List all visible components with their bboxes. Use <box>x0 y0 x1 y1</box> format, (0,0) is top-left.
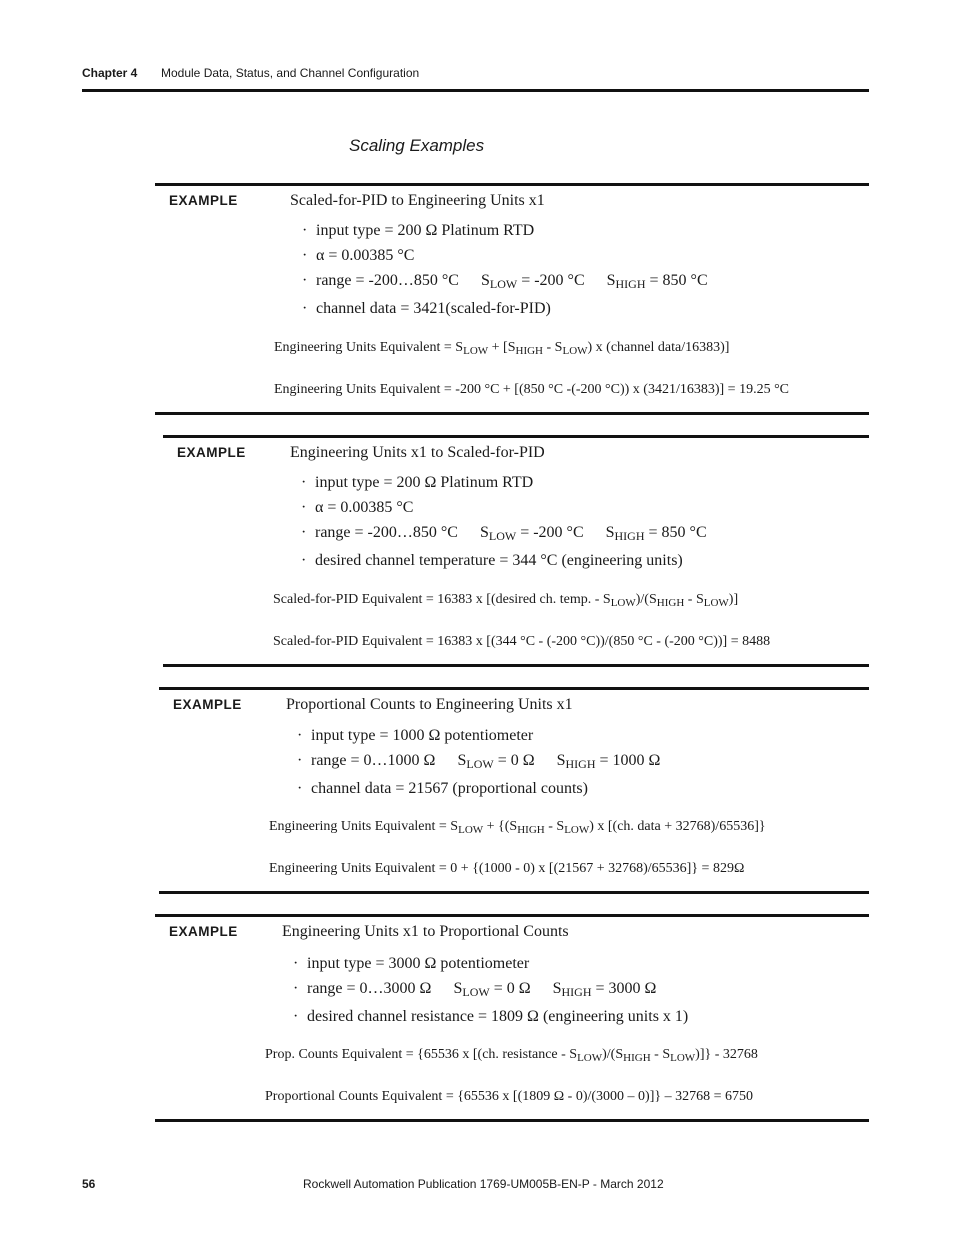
bullet-channel-data: · channel data = 21567 (proportional counts) <box>297 780 588 797</box>
example-top-rule <box>155 914 869 917</box>
formula-equation: Scaled-for-PID Equivalent = 16383 x [(desired ch. temp. - $S_{LOW})/(S_{HIGH} - S_{LOW})$] <box>273 592 739 609</box>
example-label: EXAMPLE <box>173 697 242 712</box>
bullet-channel-data: · channel data = 3421(scaled-for-PID) <box>302 300 551 317</box>
example-bottom-rule <box>155 1119 869 1122</box>
example-heading: Engineering Units x1 to Proportional Counts <box>282 923 569 940</box>
worked-equation: Engineering Units Equivalent = -200 °C + [(850 °C -(-200 °C)) x (3421/16383)] = 19.25 °C <box>274 382 790 397</box>
bullet-input-type: · input type = 200 Ω Platinum RTD <box>301 474 534 491</box>
example-top-rule <box>155 183 869 186</box>
example-top-rule <box>159 687 869 690</box>
example-top-rule <box>163 435 869 438</box>
formula-equation: Engineering Units Equivalent = $S_{LOW} + [S_{HIGH} - S_{LOW})$ x (channel data/16383)] <box>274 340 730 357</box>
header-rule <box>82 89 869 92</box>
worked-equation: Scaled-for-PID Equivalent = 16383 x [(344 °C - (-200 °C))/(850 °C - (-200 °C))] = 8488 <box>273 634 771 649</box>
example-label: EXAMPLE <box>177 445 246 460</box>
page-header <box>82 66 420 80</box>
bullet-alpha: · α = 0.00385 °C <box>302 247 415 264</box>
bullet-input-type: · input type = 1000 Ω potentiometer <box>297 727 534 744</box>
example-heading: Engineering Units x1 to Scaled-for-PID <box>290 444 545 461</box>
formula-equation: Engineering Units Equivalent = $S_{LOW} + \{(S_{HIGH} - S_{LOW})$ x [(ch. data + 32768)/65536]} <box>269 819 766 836</box>
bullet-desired-temperature: · desired channel temperature = 344 °C (engineering units) <box>301 552 683 569</box>
example-bottom-rule <box>159 891 869 894</box>
example-bottom-rule <box>155 412 869 415</box>
example-bottom-rule <box>163 664 869 667</box>
chapter-label: Chapter 4 <box>82 66 138 80</box>
example-box-2 <box>163 435 869 667</box>
example-heading: Scaled-for-PID to Engineering Units x1 <box>290 192 545 209</box>
example-heading: Proportional Counts to Engineering Units x1 <box>286 696 573 713</box>
example-label: EXAMPLE <box>169 924 238 939</box>
bullet-range: · range = -200…850 °C $S_{LOW} = -200$ °C $S_{HIGH} = 850$ °C <box>301 524 707 543</box>
section-title: Scaling Examples <box>349 136 485 155</box>
worked-equation: Engineering Units Equivalent = 0 + {(1000 - 0) x [(21567 + 32768)/65536]} = 829Ω <box>269 861 745 876</box>
bullet-desired-resistance: · desired channel resistance = 1809 Ω (engineering units x 1) <box>293 1008 689 1025</box>
worked-equation: Proportional Counts Equivalent = {65536 x [(1809 Ω - 0)/(3000 – 0)]} – 32768 = 6750 <box>265 1089 753 1104</box>
page-number: 56 <box>82 1177 96 1191</box>
example-box-3 <box>159 687 869 894</box>
bullet-input-type: · input type = 200 Ω Platinum RTD <box>302 222 535 239</box>
bullet-range: · range = 0…1000 Ω $S_{LOW} = 0$ Ω $S_{HIGH} = 1000$ Ω <box>297 752 661 771</box>
bullet-range: · range = 0…3000 Ω $S_{LOW} = 0$ Ω $S_{HIGH} = 3000$ Ω <box>293 980 657 999</box>
publication-info: Rockwell Automation Publication 1769-UM005B-EN-P - March 2012 <box>303 1177 664 1191</box>
bullet-alpha: · α = 0.00385 °C <box>301 499 414 516</box>
example-box-4 <box>155 914 869 1122</box>
example-box-1 <box>155 183 869 415</box>
example-label: EXAMPLE <box>169 193 238 208</box>
bullet-input-type: · input type = 3000 Ω potentiometer <box>293 955 530 972</box>
chapter-title: Module Data, Status, and Channel Configuration <box>161 66 420 80</box>
bullet-range: · range = -200…850 °C $S_{LOW} = -200$ °C $S_{HIGH} = 850$ °C <box>302 272 708 291</box>
formula-equation: Prop. Counts Equivalent = {65536 x [(ch. resistance - $S_{LOW})/(S_{HIGH} - S_{LOW})]\} - 32768$ <box>265 1047 758 1064</box>
